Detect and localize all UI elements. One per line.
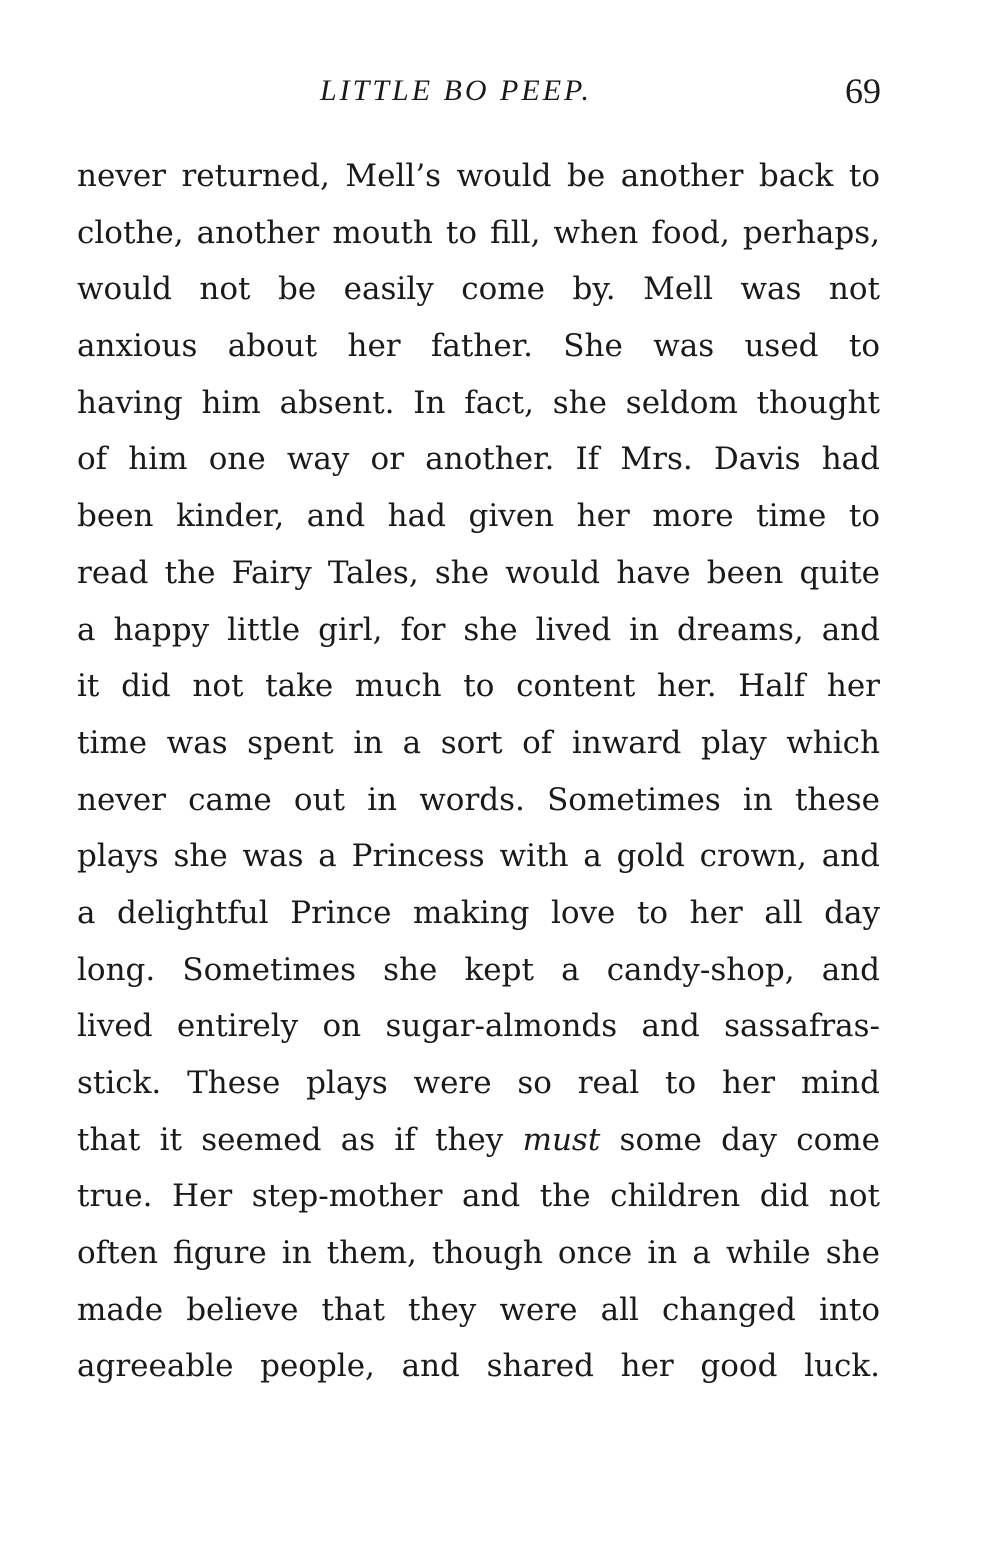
text-line: it did not take much to content her. Half her xyxy=(77,668,880,705)
text-line: stick. These plays were so real to her mind xyxy=(77,1065,880,1101)
text-line: made believe that they were all changed into xyxy=(77,1291,880,1328)
running-head xyxy=(0,70,989,120)
text-line: read the Fairy Tales, she would have been quite xyxy=(77,554,880,591)
running-title: LITTLE BO PEEP. xyxy=(320,74,592,107)
text-line: never came out in words. Sometimes in these xyxy=(77,781,880,818)
text-line: would not be easily come by. Mell was not xyxy=(77,271,880,308)
text-line: of him one way or another. If Mrs. Davis had xyxy=(77,441,880,478)
text-line: lived entirely on sugar-almonds and sassafras- xyxy=(77,1008,880,1045)
text-line: been kinder, and had given her more time to xyxy=(77,498,880,535)
page-number: 69 xyxy=(845,71,881,111)
text-segment: some day come xyxy=(600,1121,881,1158)
text-line: agreeable people, and shared her good luck. xyxy=(77,1348,880,1385)
body-text xyxy=(77,148,880,1395)
text-line: a happy little girl, for she lived in dreams, and xyxy=(77,611,880,648)
text-segment: that it seemed as if they xyxy=(77,1121,523,1158)
text-line: clothe, another mouth to fill, when food, perhaps, xyxy=(77,214,880,251)
italic-word: must xyxy=(522,1121,601,1158)
text-line: often figure in them, though once in a while she xyxy=(77,1235,880,1272)
text-line: having him absent. In fact, she seldom thought xyxy=(77,384,880,421)
text-line: anxious about her father. She was used to xyxy=(77,328,880,365)
text-line: time was spent in a sort of inward play which xyxy=(77,724,880,761)
text-line-with-italic xyxy=(77,1112,880,1169)
text-line: a delightful Prince making love to her all day xyxy=(77,894,880,931)
text-line: true. Her step-mother and the children did not xyxy=(77,1178,880,1215)
text-line: plays she was a Princess with a gold crown, and xyxy=(77,838,880,875)
text-line: never returned, Mell’s would be another back to xyxy=(77,158,880,194)
text-line: long. Sometimes she kept a candy-shop, and xyxy=(77,951,880,988)
